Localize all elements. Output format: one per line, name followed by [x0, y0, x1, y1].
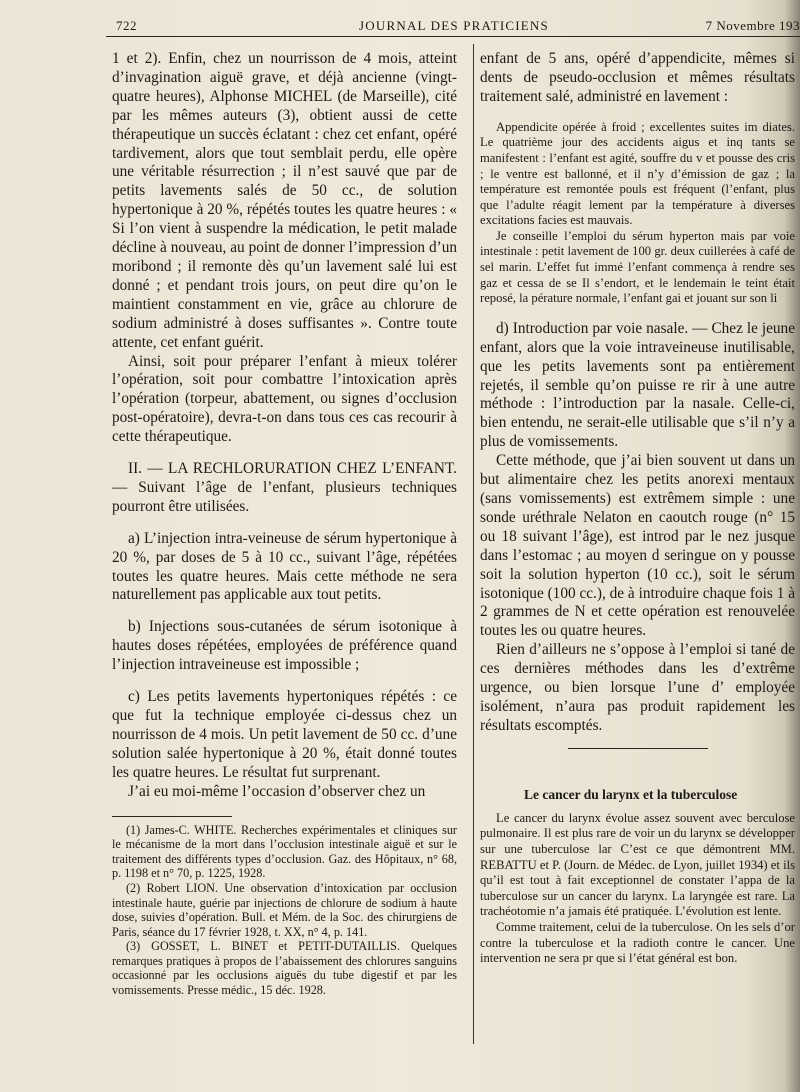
page-header: [108, 14, 800, 36]
section-rule: [568, 748, 708, 749]
paragraph-sonde-nelaton: Cette méthode, que j’ai bien souvent ut dans un but alimentaire chez les petits anorexi mentaux (sans vomissements) est extrêmem simple : une sonde uréthrale Nelaton en caoutch rouge (n° 15 ou 18 suivant l’âge), est introd par le nez jusque dans l’estomac ; au moyen d seringue on y pousse soit la solution hyperton (10 cc.), soit le sérum isotonique (100 cc.), de à introduire chaque fois 1 à 2 grammes de N et cette opération est renouvelée toutes les ou quatre heures.: [480, 452, 795, 640]
method-a-intraveineuse: a) L’injection intra-veineuse de sérum hypertonique à 20 %, par doses de 5 à 10 cc., suivant l’âge, répétées toutes les quatre heures. Mais cette méthode ne sera naturellement pas applicable aux tout petits.: [112, 529, 457, 604]
method-c-lavements: c) Les petits lavements hypertoniques répétés : ce que fut la technique employée ci-dessus chez un nourrisson de 4 mois. Un petit lavement de 50 cc. d’une solution salée hypertonique à 20 %, était donné toutes les quatre heures. Le résultat fut surprenant.: [112, 688, 457, 781]
paragraph-emploi-simultane: Rien d’ailleurs ne s’oppose à l’emploi si tané de ces dernières méthodes dans les d’extrême urgence, ou bien lorsque l’une d’ employée isolément, n’aura pas produit rapidement les résultats escomptés.: [480, 641, 795, 734]
footnote-3: (3) GOSSET, L. BINET et PETIT-DUTAILLIS. Quelques remarques pratiques à propos de l’abaissement des chlorures sanguins occasionné par les occlusions aiguës du tube digestif et par les vomissements. Presse médic., 15 déc. 1928.: [112, 939, 457, 998]
method-d-nasale: d) Introduction par voie nasale. — Chez le jeune enfant, alors que la voie intraveineuse inutilisable, que les petits lavements sont pa entièrement rejetés, il semble qu’on puisse re rir à une autre méthode : l’introduction par la nasale. Celle-ci, bien entendu, ne serait-elle utilisable que s’il n’y a plus de vomissements.: [480, 319, 795, 451]
footnote-rule: [112, 816, 232, 817]
article-paragraph-2: Comme traitement, celui de la tuberculose. On les sels d’or contre la tuberculose et la radioth contre le cancer. Une intervention ne sera pr que si l’état général est bon.: [480, 919, 795, 966]
left-column: [112, 50, 457, 998]
method-b-sous-cutanee: b) Injections sous-cutanées de sérum isotonique à hautes doses répétées, employées de préférence quand l’injection intraveineuse est impossible ;: [112, 618, 457, 674]
column-divider: [473, 44, 474, 1044]
section-rechloruration: II. — LA RECHLORURATION CHEZ L’ENFANT. — Suivant l’âge de l’enfant, plusieurs techniques pourront être utilisées.: [112, 460, 457, 515]
paragraph-observation: J’ai eu moi-même l’occasion d’observer chez un: [128, 782, 426, 800]
case-report-serum: Je conseille l’emploi du sérum hyperton mais par voie intestinale : petit lavement de 100 gr. deux cuillerées à café de sel marin. L’effet fut immé l’enfant commença à rendre ses gaz et cessa de se Il s’endort, et le lendemain le teint était reposé, la pérature normale, l’enfant gai et jouant sur son li: [480, 228, 795, 306]
header-rule: [106, 36, 800, 37]
article-title-cancer-larynx: Le cancer du larynx et la tuberculose: [524, 786, 738, 802]
case-report-appendicite: Appendicite opérée à froid ; excellentes suites im diates. Le quatrième jour des accidents aigus et inq tants se manifestent : l’enfant est agité, souffre du v et pousse des cris ; le ventre est ballonné, et il n’y d’émission de gaz ; la température est remontée pouls est fréquent (l’enfant, plus que l’adulte réagit lement par la température à diverses excitations facies est mauvais.: [480, 119, 795, 228]
article-paragraph-1: Le cancer du larynx évolue assez souvent avec berculose pulmonaire. Il est plus rare de voir un du larynx se développer sur une tuberculose lar C’est ce que démontrent MM. REBATTU et P. (Journ. de Médec. de Lyon, juillet 1934) et ils qu’il est tout à fait exceptionnel de constater l’appa de la tuberculose sur un cancer du larynx. La laryngée est rare. La trachéotomie n’a jamais été pratiquée. L’évolution est lente.: [480, 810, 795, 919]
footnote-2: (2) Robert LION. Une observation d’intoxication par occlusion intestinale haute, guérie par injections de chlorure de sodium à haute dose, suivies d’opération. Bull. et Mém. de la Soc. des chirurgiens de Paris, séance du 17 février 1928, t. XX, n° 4, p. 141.: [112, 880, 457, 939]
paragraph-michel-case: 1 et 2). Enfin, chez un nourrisson de 4 mois, atteint d’invagination aiguë grave, et déjà ancienne (vingt-quatre heures), Alphonse MICHEL (de Marseille), cité par les mêmes auteurs (3), obtient aussi de cette thérapeutique un succès éclatant : chez cet enfant, opéré tardivement, alors que tout semblait perdu, elle opère une véritable résurrection ; il n’est sauvé que par de petits lavements salés de 50 cc., de solution hypertonique à 20 %, répétés toutes les quatre heures : « Si l’on vient à suspendre la médication, le petit malade décline à nouveau, au point de donner l’impression d’un moribond ; il remonte dès qu’un lavement salé lui est donné ; et pendant trois jours, on peut dire qu’on le maintient constamment en vie, grâce au chlorure de sodium administré à doses suffisantes ». Contre toute attente, cet enfant guérit.: [112, 50, 457, 351]
page-number: 722: [116, 18, 137, 33]
footnote-1: (1) James-C. WHITE. Recherches expérimentales et cliniques sur le mécanisme de la mort dans l’occlusion intestinale aiguë et sur le traitement des différents types d’occlusion. Gaz. des Hôpitaux, n° 68, p. 1198 et n° 70, p. 1225, 1928.: [112, 822, 457, 881]
paragraph-enfant-5-ans: enfant de 5 ans, opéré d’appendicite, mêmes si dents de pseudo-occlusion et mêmes résultats traitement salé, administré en lavement :: [480, 50, 795, 105]
issue-date: 7 Novembre 193: [705, 18, 800, 33]
journal-title: JOURNAL DES PRATICIENS: [359, 18, 549, 33]
right-column: [480, 50, 800, 967]
paragraph-ainsi: Ainsi, soit pour préparer l’enfant à mieux tolérer l’opération, soit pour combattre l’intoxication après l’opération (torpeur, abattement, ou signes d’occlusion post-opératoire), devra-t-on dans tous ces cas recourir à cette thérapeutique.: [112, 352, 457, 446]
